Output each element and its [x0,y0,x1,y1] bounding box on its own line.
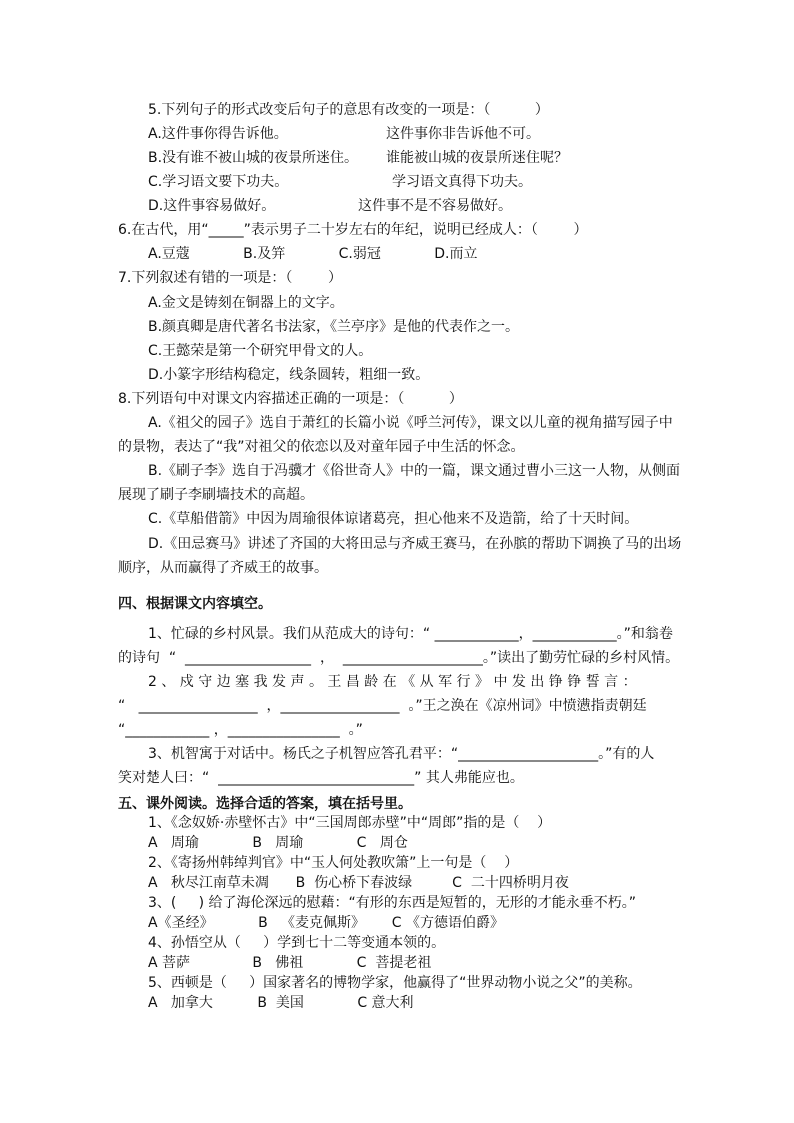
section-4-item3-line1: 3、机智寓于对话中。杨氏之子机智应答孔君平：“____________________。”有的人 [148,746,655,762]
q7-option-b: B.颜真卿是唐代著名书法家，《兰亭序》是他的代表作之一。 [148,319,520,335]
q6-stem: 6.在古代，用“_____”表示男子二十岁左右的年纪，说明已经成人：（ ） [118,222,588,238]
q8-option-b-line2: 展现了刷子李刷墙技术的高超。 [118,487,314,503]
section-5-q1-options: A 周瑜 B 周瑜 C 周仓 [148,835,408,851]
q5-option-b-left: B.没有谁不被山城的夜景所迷住。 [148,150,359,166]
q8-option-d-line1: D.《田忌赛马》讲述了齐国的大将田忌与齐威王赛马，在孙膑的帮助下调换了马的出场 [148,536,682,552]
section-4-item2-line2: “ _________________ ，_________________ 。”王之涣在《凉州词》中愤懑指责朝廷 [118,698,647,714]
q7-option-a: A.金文是铸刻在铜器上的文字。 [148,295,344,311]
q7-option-d: D.小篆字形结构稳定，线条圆转，粗细一致。 [148,367,430,383]
section-4-item1-line1: 1、忙碌的乡村风景。我们从范成大的诗句：“ ____________，____________。”和翁卷 [148,626,673,642]
section-5-title: 五、课外阅读。选择合适的答案，填在括号里。 [118,796,412,812]
section-5-q4: 4、孙悟空从（ ）学到七十二等变通本领的。 [148,935,446,951]
q5-option-a-right: 这件事你非告诉他不可。 [386,126,540,142]
q7-stem: 7.下列叙述有错的一项是：（ ） [118,270,342,286]
section-5-q5: 5、西顿是（ ）国家著名的博物学家，他赢得了“世界动物小说之父”的美称。 [148,975,642,991]
q8-option-a-line2: 的景物，表达了“我”对祖父的依恋以及对童年园子中生活的怀念。 [118,439,525,455]
q5-option-c-left: C.学习语文要下功夫。 [148,174,289,190]
section-4-item1-line2: 的诗句 “ __________________ ， ____________________。”读出了勤劳忙碌的乡村风情。 [118,650,680,666]
q8-option-a-line1: A.《祖父的园子》选自于萧红的长篇小说《呼兰河传》，课文以儿童的视角描写园子中 [148,415,673,431]
q5-option-d-left: D.这件事容易做好。 [148,198,276,214]
q7-option-c: C.王懿荣是第一个研究甲骨文的人。 [148,343,373,359]
section-5-q4-options: A 菩萨 B 佛祖 C 菩提老祖 [148,955,432,971]
q8-option-c: C.《草船借箭》中因为周瑜很体谅诸葛亮，担心他来不及造箭，给了十天时间。 [148,511,639,527]
section-5-q3-options: A《圣经》 B 《麦克佩斯》 C 《方德语伯爵》 [148,915,504,931]
section-4-item2-line3: “____________ ，________________ 。” [118,722,363,738]
q6-options: A.豆蔻 B.及笄 C.弱冠 D.而立 [148,246,478,262]
section-5-q5-options: A 加拿大 B 美国 C 意大利 [148,995,414,1011]
section-5-q2: 2、《寄扬州韩绰判官》中“玉人何处教吹箫”上一句是（ ） [148,855,519,871]
section-4-item2-line1: 2 、 戍 守 边 塞 我 发 声 。 王 昌 龄 在 《 从 军 行 》 中 发 出 铮 铮 誓 言 ： [148,674,637,690]
q8-option-b-line1: B.《刷子李》选自于冯骥才《俗世奇人》中的一篇，课文通过曹小三这一人物，从侧面 [148,463,681,479]
q5-option-d-right: 这件事不是不容易做好。 [358,198,512,214]
section-5-q3: 3、( ) 给了海伦深远的慰藉：“有形的东西是短暂的，无形的才能永垂不朽。” [148,895,637,911]
section-4-item3-line2: 笑对楚人曰：“ ____________________________” 其人弗能应也。 [118,770,524,786]
q8-stem: 8.下列语句中对课文内容描述正确的一项是：（ ） [118,391,463,407]
section-4-title: 四、根据课文内容填空。 [118,596,272,612]
q5-stem: 5.下列句子的形式改变后句子的意思有改变的一项是：（ ） [148,102,549,118]
q5-option-a-left: A.这件事你得告诉他。 [148,126,288,142]
section-5-q1: 1、《念奴娇·赤壁怀古》中“三国周郎赤壁”中“周郎”指的是（ ） [148,815,552,831]
q5-option-b-right: 谁能被山城的夜景所迷住呢？ [386,150,568,166]
q5-option-c-right: 学习语文真得下功夫。 [392,174,532,190]
section-5-q2-options: A 秋尽江南草未凋 B 伤心桥下春波绿 C 二十四桥明月夜 [148,875,569,891]
q8-option-d-line2: 顺序，从而赢得了齐威王的故事。 [118,560,328,576]
